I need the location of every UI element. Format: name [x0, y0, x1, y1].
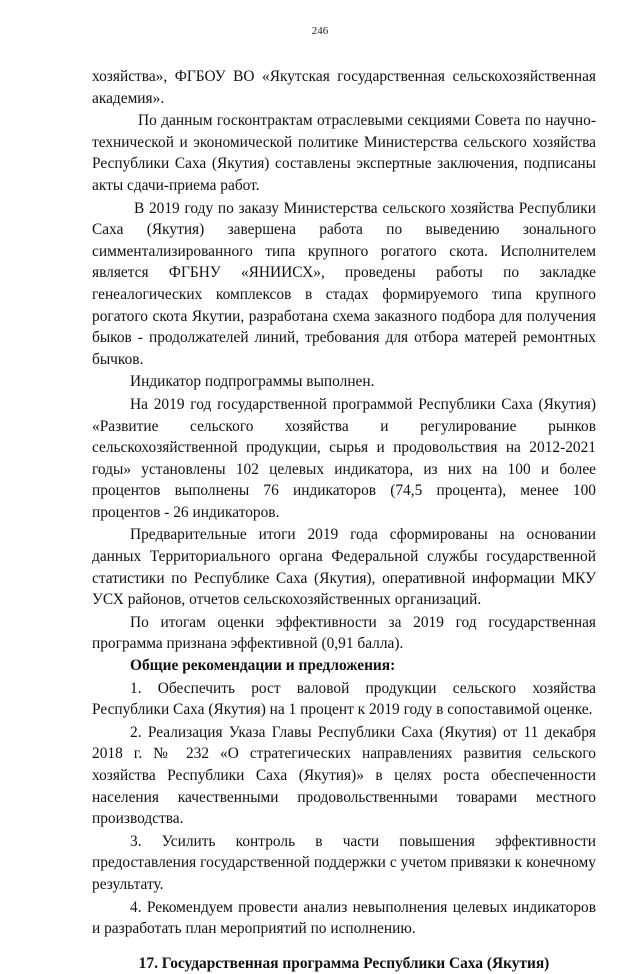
recommendation-item: 3. Усилить контроль в части повышения эффективности предоставления государственной поддержки с учетом привязки к конечному результату. [92, 832, 596, 893]
paragraph-indicator: Индикатор подпрограммы выполнен. [130, 373, 375, 391]
paragraph-goscontracts: По данным госконтрактам отраслевыми секциями Совета по научно-технической и экономической политике Министерства сельского хозяйства Республики Саха (Якутия) составлены экспертные заключения, подписаны акты сдачи-приема работ. [92, 112, 596, 194]
recommendation-item: 1. Обеспечить рост валовой продукции сельского хозяйства Республики Саха (Якутия) на 1 процент к 2019 году в сопоставимой оценке. [92, 679, 596, 719]
paragraph-continuation: хозяйства», ФГБОУ ВО «Якутская государственная сельскохозяйственная академия». [92, 68, 596, 107]
recommendation-item: 4. Рекомендуем провести анализ невыполнения целевых индикаторов и разработать план мероприятий по исполнению. [92, 898, 596, 938]
page-content [92, 66, 596, 974]
paragraph-efficiency: По итогам оценки эффективности за 2019 год государственная программа признана эффективной (0,91 балла). [92, 613, 596, 653]
paragraph-preliminary-results: Предварительные итоги 2019 года сформированы на основании данных Территориального органа Федеральной службы государственной статистики по Республике Саха (Якутия), оперативной информации МКУ УСХ районов, отчетов сельскохозяйственных организаций. [92, 526, 596, 609]
paragraph-2019-work: В 2019 году по заказу Министерства сельского хозяйства Республики Саха (Якутия) завершена работа по выведению зонального симментализированного типа крупного рогатого скота. Исполнителем является ФГБНУ «ЯНИИСХ», проведены работы по закладке генеалогических комплексов в стадах формируемого типа крупного рогатого скота Якутии, разработана схема заказного подбора для получения быков - продолжателей линий, требования для отбора матерей ремонтных бычков. [92, 199, 596, 368]
paragraph-program-indicators: На 2019 год государственной программой Республики Саха (Якутия) «Развитие сельского хозяйства и регулирование рынков сельскохозяйственной продукции, сырья и продовольствия на 2012-2021 годы» установлены 102 целевых индикатора, из них на 100 и более процентов выполнены 76 индикаторов (74,5 процента), менее 100 процентов - 26 индикаторов. [92, 395, 596, 521]
page-number: 246 [311, 25, 329, 37]
recommendations-heading: Общие рекомендации и предложения: [130, 657, 396, 675]
section-title: 17. Государственная программа Республики Саха (Якутия) [138, 954, 550, 972]
recommendation-item: 2. Реализация Указа Главы Республики Саха (Якутия) от 11 декабря 2018 г. № 232 «О стратегических направлениях развития сельского хозяйства Республики Саха (Якутия)» в целях роста обеспеченности населения качественными продовольственными товарами местного производства. [92, 723, 596, 828]
